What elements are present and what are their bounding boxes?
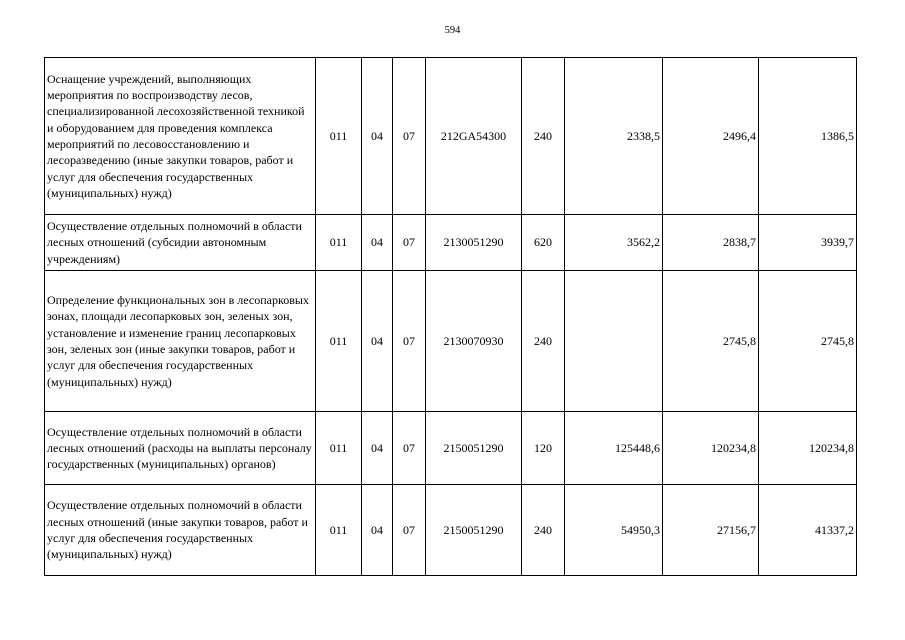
target-article-code: 212GA54300 bbox=[426, 58, 522, 215]
page-number: 594 bbox=[444, 25, 461, 36]
amount-year-2: 120234,8 bbox=[663, 412, 759, 485]
row-description: Определение функциональных зон в лесопарковых зонах, площади лесопарковых зон, зеленых зон, установление и изменение границ лесопарковых зон, зеленых зон (иные закупки товаров, работ и услуг для обеспечения государственных (муниципальных) нужд) bbox=[45, 271, 316, 412]
subsection-code: 07 bbox=[393, 271, 426, 412]
target-article-code: 2150051290 bbox=[426, 412, 522, 485]
ministry-code: 011 bbox=[316, 215, 362, 271]
subsection-code: 07 bbox=[393, 412, 426, 485]
amount-year-2: 27156,7 bbox=[663, 485, 759, 576]
amount-year-1 bbox=[565, 271, 663, 412]
target-article-code: 2150051290 bbox=[426, 485, 522, 576]
amount-year-1: 125448,6 bbox=[565, 412, 663, 485]
amount-year-2: 2496,4 bbox=[663, 58, 759, 215]
table-row bbox=[45, 271, 857, 412]
subsection-code: 07 bbox=[393, 485, 426, 576]
row-description: Осуществление отдельных полномочий в области лесных отношений (расходы на выплаты персоналу государственных (муниципальных) органов) bbox=[45, 412, 316, 485]
amount-year-1: 54950,3 bbox=[565, 485, 663, 576]
amount-year-3: 2745,8 bbox=[759, 271, 857, 412]
subsection-code: 07 bbox=[393, 58, 426, 215]
amount-year-3: 41337,2 bbox=[759, 485, 857, 576]
ministry-code: 011 bbox=[316, 412, 362, 485]
table-row bbox=[45, 215, 857, 271]
row-description: Оснащение учреждений, выполняющих мероприятия по воспроизводству лесов, специализированной лесохозяйственной техникой и оборудованием для проведения комплекса мероприятий по лесовосстановлению и лесоразведению (иные закупки товаров, работ и услуг для обеспечения государственных (муниципальных) нужд) bbox=[45, 58, 316, 215]
amount-year-3: 1386,5 bbox=[759, 58, 857, 215]
expense-type-code: 620 bbox=[522, 215, 565, 271]
amount-year-3: 120234,8 bbox=[759, 412, 857, 485]
amount-year-1: 2338,5 bbox=[565, 58, 663, 215]
expense-type-code: 120 bbox=[522, 412, 565, 485]
ministry-code: 011 bbox=[316, 58, 362, 215]
table-row bbox=[45, 58, 857, 215]
target-article-code: 2130070930 bbox=[426, 271, 522, 412]
section-code: 04 bbox=[362, 412, 393, 485]
amount-year-1: 3562,2 bbox=[565, 215, 663, 271]
table-row bbox=[45, 412, 857, 485]
section-code: 04 bbox=[362, 215, 393, 271]
amount-year-3: 3939,7 bbox=[759, 215, 857, 271]
row-description: Осуществление отдельных полномочий в области лесных отношений (иные закупки товаров, работ и услуг для обеспечения государственных (муниципальных) нужд) bbox=[45, 485, 316, 576]
subsection-code: 07 bbox=[393, 215, 426, 271]
row-description: Осуществление отдельных полномочий в области лесных отношений (субсидии автономным учреждениям) bbox=[45, 215, 316, 271]
budget-table bbox=[44, 57, 857, 576]
section-code: 04 bbox=[362, 271, 393, 412]
ministry-code: 011 bbox=[316, 485, 362, 576]
section-code: 04 bbox=[362, 485, 393, 576]
section-code: 04 bbox=[362, 58, 393, 215]
expense-type-code: 240 bbox=[522, 485, 565, 576]
expense-type-code: 240 bbox=[522, 271, 565, 412]
table-row bbox=[45, 485, 857, 576]
amount-year-2: 2745,8 bbox=[663, 271, 759, 412]
target-article-code: 2130051290 bbox=[426, 215, 522, 271]
expense-type-code: 240 bbox=[522, 58, 565, 215]
ministry-code: 011 bbox=[316, 271, 362, 412]
amount-year-2: 2838,7 bbox=[663, 215, 759, 271]
